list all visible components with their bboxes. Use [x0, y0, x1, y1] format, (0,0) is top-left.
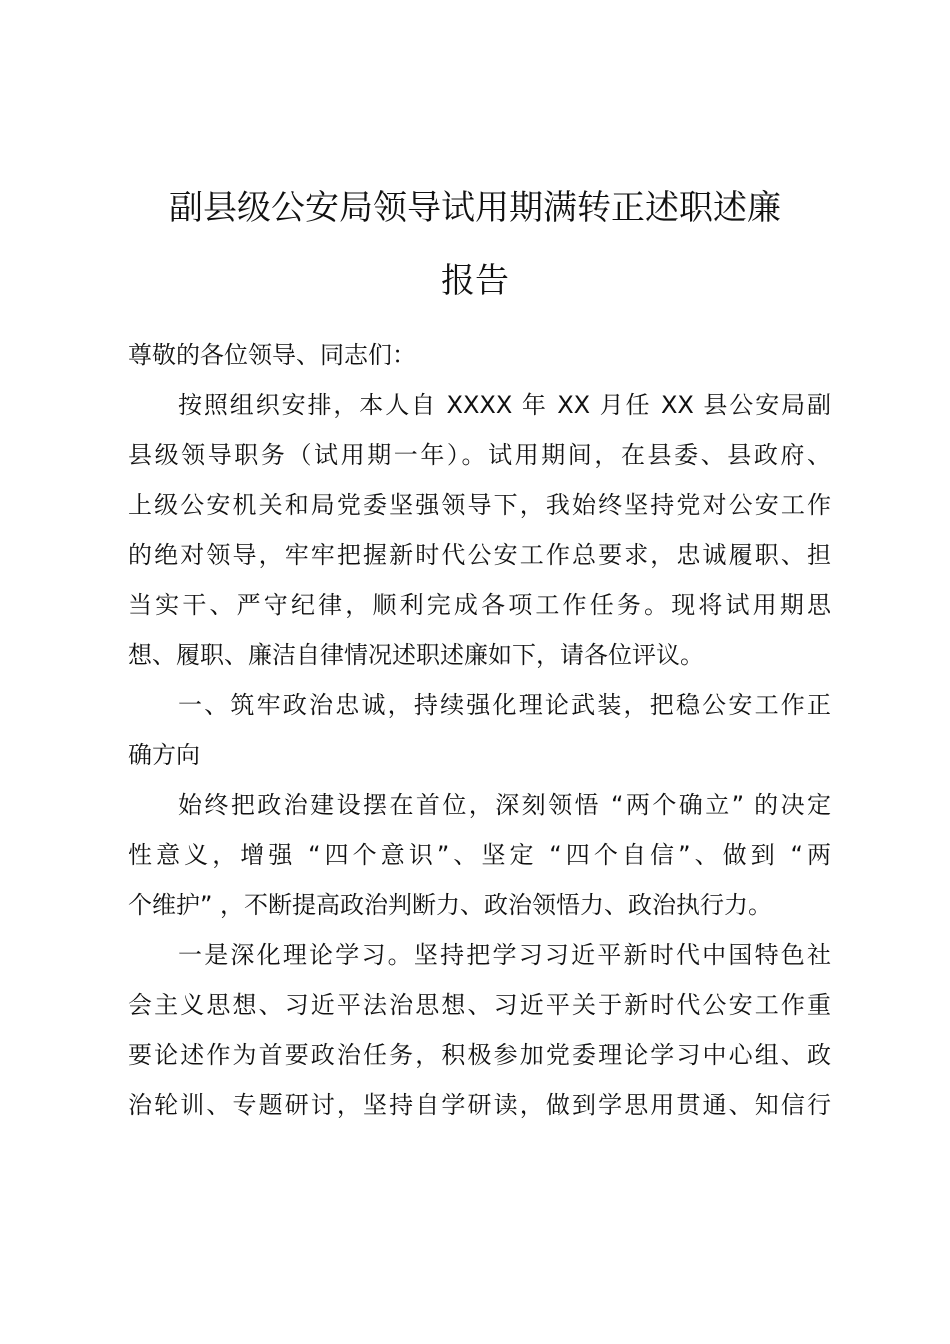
- paragraph-line: 性意义，增强 “四个意识”、坚定 “四个自信”、做到 “两: [128, 841, 831, 869]
- paragraph-line: 的绝对领导，牢牢把握新时代公安工作总要求，忠诚履职、担: [128, 541, 831, 569]
- paragraph-line: 县级领导职务（试用期一年）。试用期间，在县委、县政府、: [128, 441, 831, 469]
- paragraph-line: 治轮训、专题研讨，坚持自学研读，做到学思用贯通、知信行: [128, 1091, 831, 1119]
- paragraph-line: 始终把政治建设摆在首位，深刻领悟 “两个确立” 的决定: [178, 791, 831, 819]
- paragraph-theory-study: [128, 930, 831, 1130]
- paragraph-line: 当实干、严守纪律，顺利完成各项工作任务。现将试用期思: [128, 591, 831, 619]
- salutation-text: 尊敬的各位领导、同志们：: [128, 341, 416, 369]
- section-heading-1: [128, 680, 831, 780]
- paragraph-intro: [128, 380, 831, 680]
- paragraph-political: [128, 780, 831, 930]
- document-title-line-1: 副县级公安局领导试用期满转正述职述廉: [169, 188, 781, 228]
- salutation: [128, 330, 831, 380]
- paragraph-line: 要论述作为首要政治任务，积极参加党委理论学习中心组、政: [128, 1041, 831, 1069]
- paragraph-line: 会主义思想、习近平法治思想、习近平关于新时代公安工作重: [128, 991, 831, 1019]
- paragraph-line: 想、履职、廉洁自律情况述职述廉如下，请各位评议。: [128, 641, 704, 669]
- paragraph-line: 按照组织安排，本人自 XXXX 年 XX 月任 XX 县公安局副: [178, 391, 831, 419]
- heading-line: 确方向: [128, 741, 200, 769]
- paragraph-line: 上级公安机关和局党委坚强领导下，我始终坚持党对公安工作: [128, 491, 831, 519]
- paragraph-line: 个维护” ，不断提高政治判断力、政治领悟力、政治执行力。: [128, 891, 773, 919]
- document-title-line-2: 报告: [441, 261, 509, 301]
- paragraph-line: 一是深化理论学习。坚持把学习习近平新时代中国特色社: [178, 941, 831, 969]
- heading-line: 一、筑牢政治忠诚，持续强化理论武装，把稳公安工作正: [178, 691, 831, 719]
